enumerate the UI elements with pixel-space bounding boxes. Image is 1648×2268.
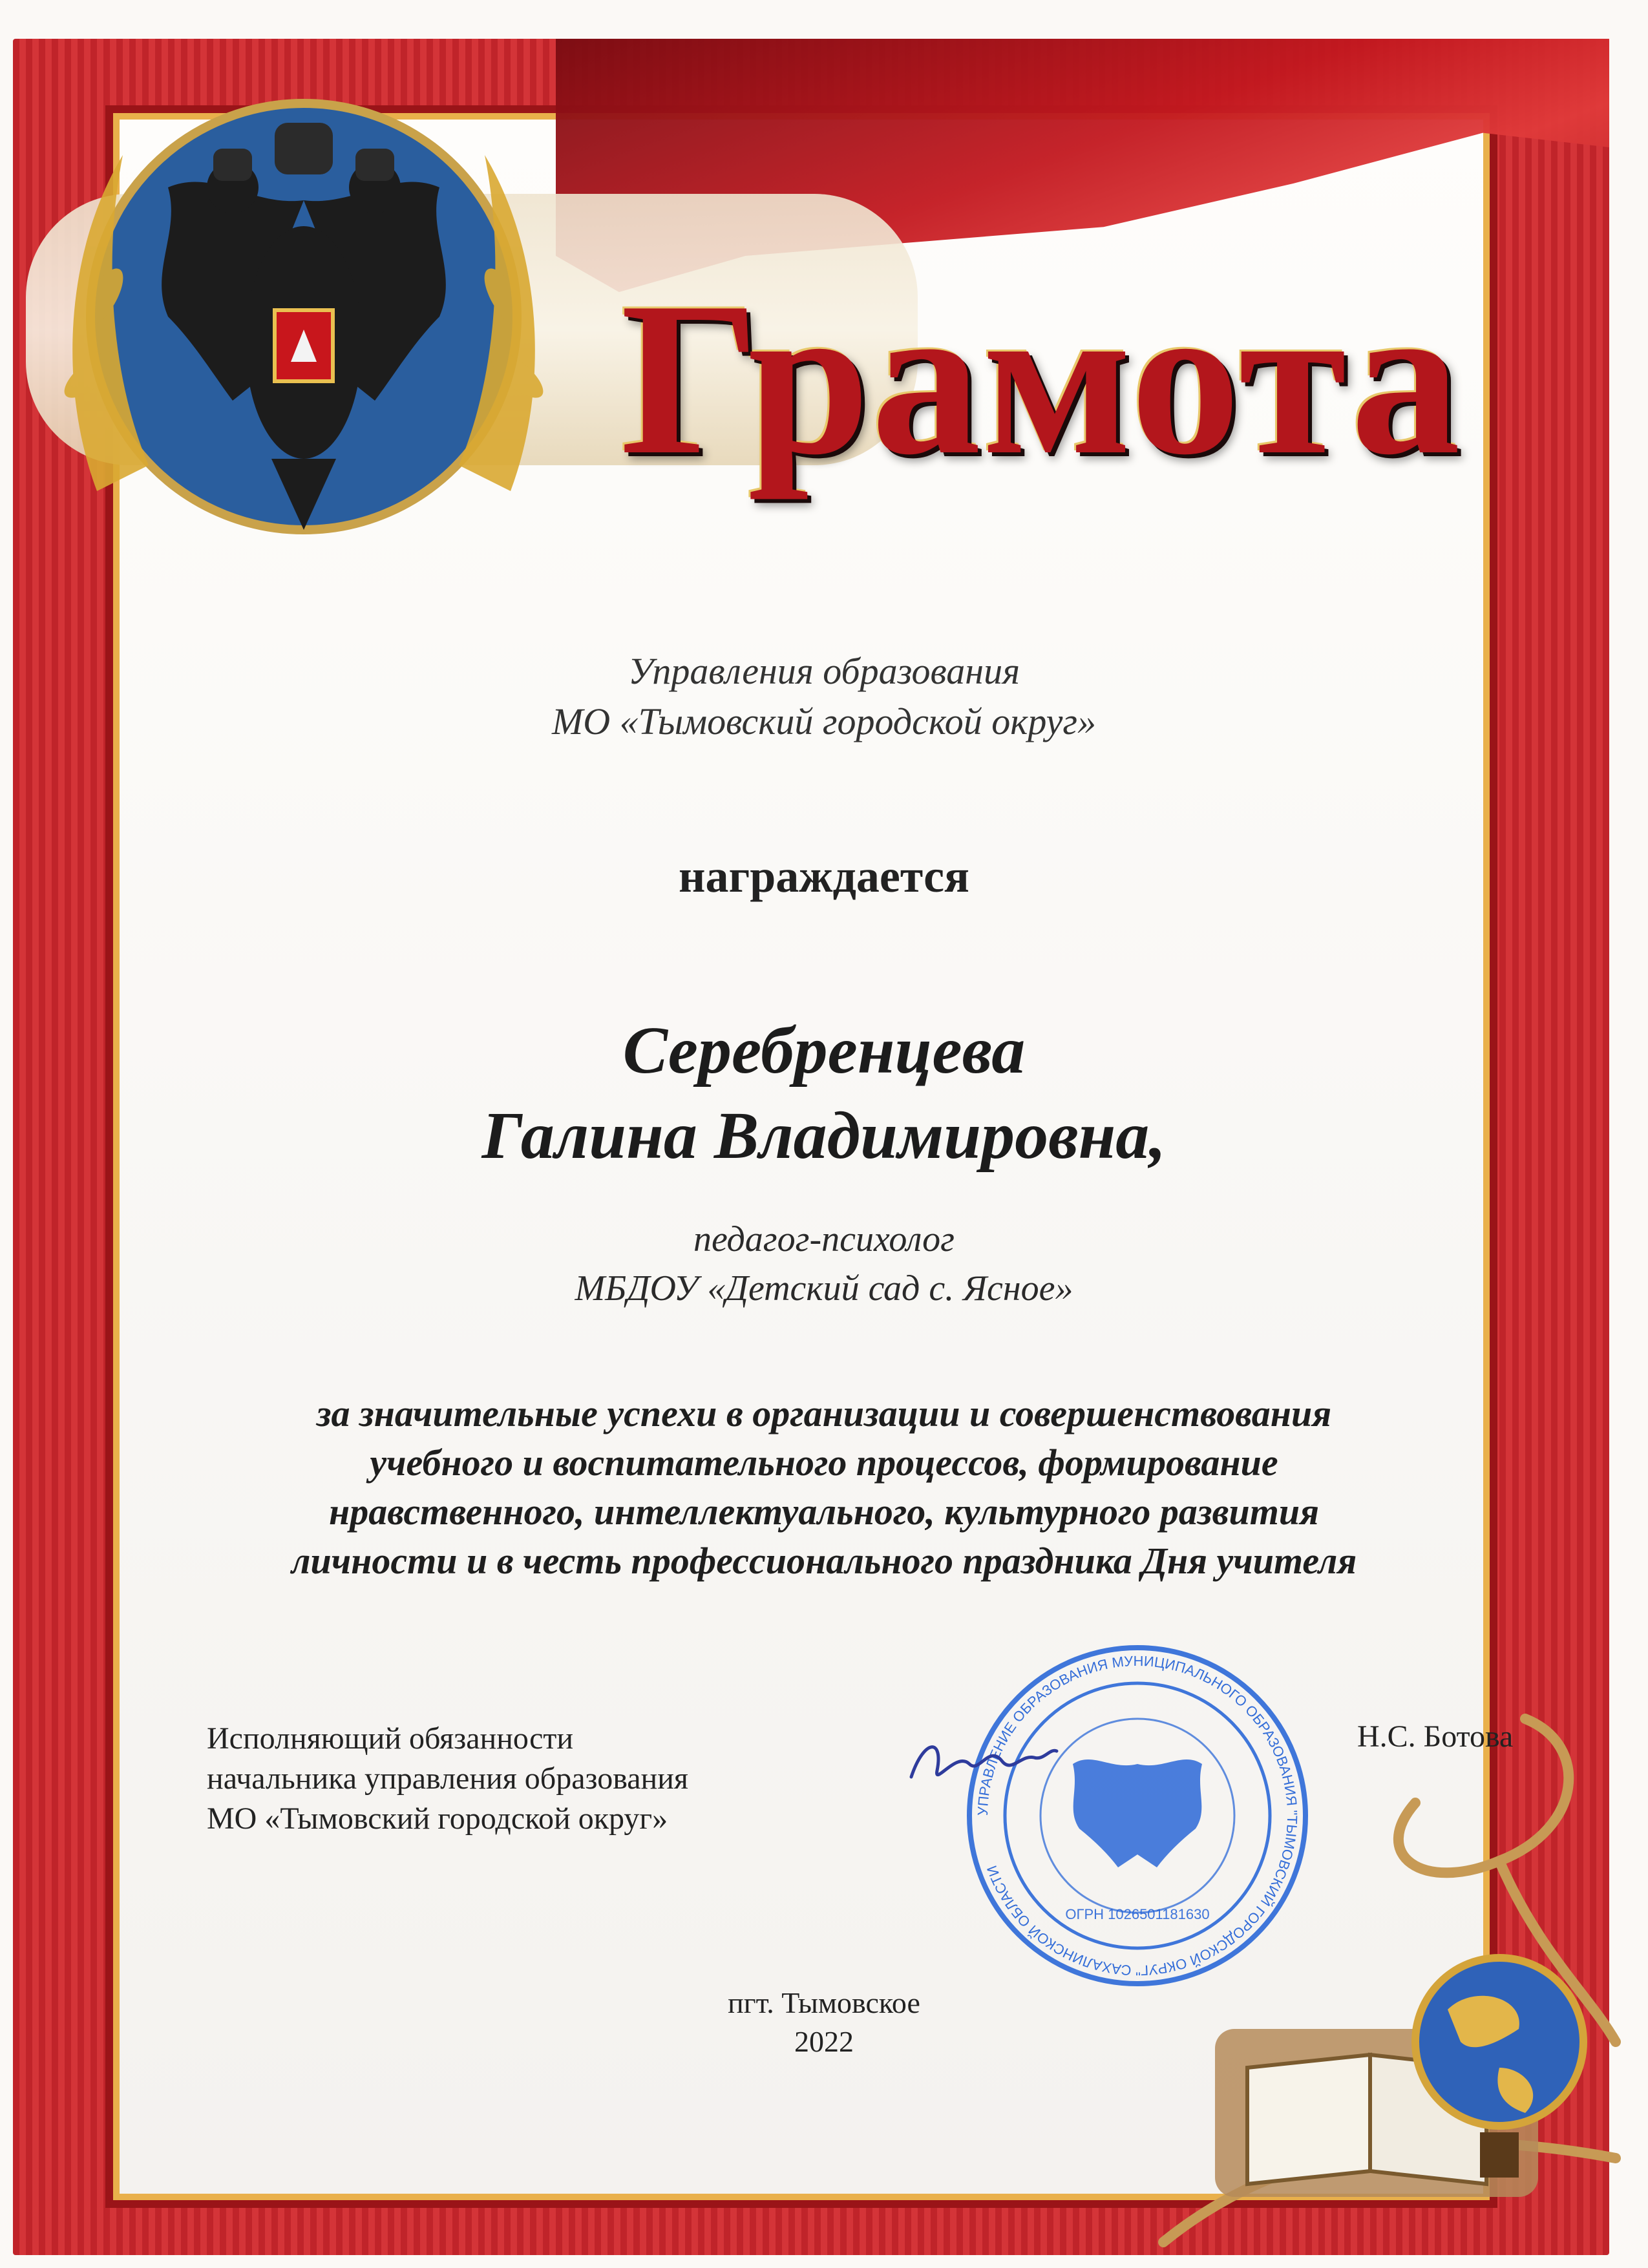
reason-line: учебного и воспитательного процессов, формирование: [370, 1442, 1278, 1484]
stamp-text: УПРАВЛЕНИЕ ОБРАЗОВАНИЯ МУНИЦИПАЛЬНОГО ОБРАЗОВАНИЯ "ТЫМОВСКИЙ ГОРОДСКОЙ ОКРУГ" САХАЛИНСКОЙ ОБЛАСТИ: [974, 1652, 1301, 1979]
signer-line: МО «Тымовский городской округ»: [207, 1801, 668, 1836]
issuer: [0, 646, 1648, 747]
issuer-line: Управления образования: [628, 650, 1020, 692]
reason-line: нравственного, интеллектуального, культурного развития: [329, 1491, 1319, 1533]
recipient-given-names: Галина Владимировна,: [481, 1098, 1167, 1173]
reason-line: за значительные успехи в организации и совершенствования: [316, 1392, 1332, 1434]
place-and-year: [0, 1984, 1648, 2061]
official-stamp: [956, 1635, 1318, 1997]
certificate-title: Грамота: [620, 257, 1462, 500]
handwritten-signature: [898, 1725, 1066, 1803]
recipient-surname: Серебренцева: [622, 1013, 1026, 1087]
stamp-eagle-icon: [1073, 1759, 1202, 1867]
coat-of-arms-icon: [19, 39, 588, 594]
issuer-line: МО «Тымовский городской округ»: [551, 700, 1097, 742]
recipient-position: [0, 1215, 1648, 1313]
award-reason: [0, 1389, 1648, 1586]
signer-title: [207, 1719, 688, 1839]
position-organization: МБДОУ «Детский сад с. Ясное»: [575, 1268, 1073, 1308]
signer-name: Н.С. Ботова: [1357, 1719, 1514, 1754]
year: 2022: [794, 2025, 854, 2058]
recipient-name: [0, 1008, 1648, 1179]
reason-line: личности и в честь профессионального праздника Дня учителя: [291, 1540, 1357, 1582]
signer-line: Исполняющий обязанности: [207, 1721, 574, 1756]
signer-line: начальника управления образования: [207, 1761, 688, 1796]
place: пгт. Тымовское: [728, 1986, 920, 2019]
stamp-ogrn: ОГРН 1026501181630: [1065, 1906, 1210, 1922]
position-title: педагог-психолог: [693, 1219, 955, 1259]
awarded-label: награждается: [679, 850, 969, 902]
